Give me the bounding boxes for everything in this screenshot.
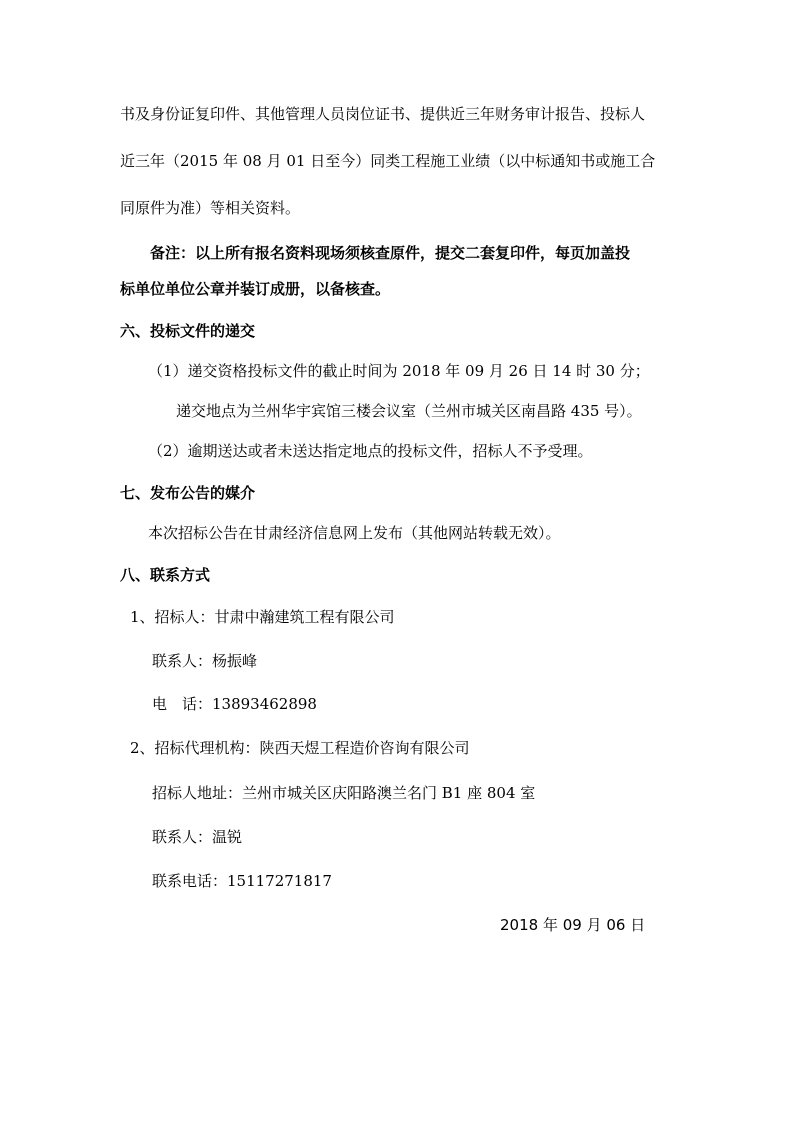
agency-contact: 联系人：温锐: [152, 828, 243, 846]
section-6-heading: 六、投标文件的递交: [120, 322, 256, 340]
note-line-2: 标单位单位公章并装订成册，以备核查。: [120, 280, 391, 298]
body-line-1: 书及身份证复印件、其他管理人员岗位证书、提供近三年财务审计报告、投标人: [120, 105, 646, 123]
agency-address: 招标人地址：兰州市城关区庆阳路澳兰名门 B1 座 804 室: [152, 784, 536, 802]
document-date: 2018 年 09 月 06 日: [500, 916, 646, 934]
agency-label: 2、招标代理机构：陕西天煜工程造价咨询有限公司: [130, 739, 470, 757]
note-line-1: 备注：以上所有报名资料现场须核查原件，提交二套复印件，每页加盖投: [150, 244, 631, 262]
section-7-text: 本次招标公告在甘肃经济信息网上发布（其他网站转载无效）。: [148, 524, 561, 542]
body-line-2: 近三年（2015 年 08 月 01 日至今）同类工程施工业绩（以中标通知书或施工合: [120, 152, 656, 170]
tenderer-phone: 电 话：13893462898: [152, 695, 317, 713]
section-6-item-1: （1）递交资格投标文件的截止时间为 2018 年 09 月 26 日 14 时 30 分；: [148, 362, 650, 380]
agency-phone: 联系电话：15117271817: [152, 872, 332, 890]
section-7-heading: 七、发布公告的媒介: [120, 484, 256, 502]
section-8-heading: 八、联系方式: [120, 566, 211, 584]
tenderer-label: 1、招标人：甘肃中瀚建筑工程有限公司: [130, 608, 395, 626]
tenderer-contact: 联系人：杨振峰: [152, 652, 258, 670]
body-line-3: 同原件为准）等相关资料。: [120, 199, 301, 217]
section-6-item-2: （2）逾期送达或者未送达指定地点的投标文件，招标人不予受理。: [148, 442, 593, 460]
section-6-item-1-location: 递交地点为兰州华宇宾馆三楼会议室（兰州市城关区南昌路 435 号）。: [176, 402, 642, 420]
